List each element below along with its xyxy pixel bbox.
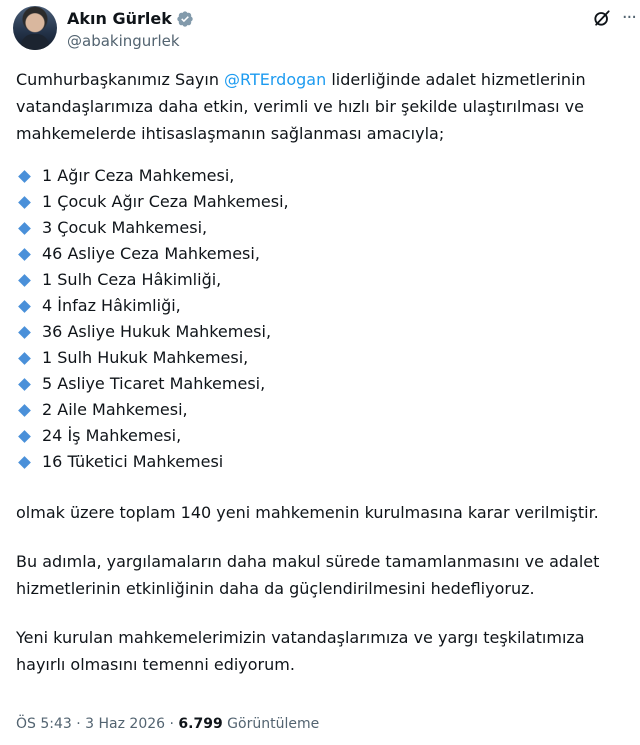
list-item-text: 1 Sulh Ceza Hâkimliği,: [42, 270, 222, 289]
blue-diamond-icon: [18, 326, 31, 339]
list-item: [16, 215, 626, 241]
list-item: [16, 319, 626, 345]
author-handle[interactable]: @abakingurlek: [67, 32, 180, 50]
name-row: [67, 9, 194, 29]
display-name[interactable]: Akın Gürlek: [67, 9, 172, 28]
list-item: [16, 397, 626, 423]
meta-separator: ·: [71, 716, 86, 732]
list-item-text: 2 Aile Mahkemesi,: [42, 400, 188, 419]
list-item-text: 3 Çocuk Mahkemesi,: [42, 218, 208, 237]
tweet-meta: [16, 716, 319, 732]
summary-paragraph: olmak üzere toplam 140 yeni mahkemenin kurulmasına karar verilmiştir.: [16, 503, 599, 522]
mention-link[interactable]: @RTErdogan: [224, 70, 327, 89]
grok-icon[interactable]: [592, 8, 612, 28]
intro-paragraph: [16, 66, 626, 147]
list-item-text: 1 Çocuk Ağır Ceza Mahkemesi,: [42, 192, 289, 211]
tweet-text: [16, 66, 626, 678]
blue-diamond-icon: [18, 352, 31, 365]
list-item-text: 24 İş Mahkemesi,: [42, 426, 182, 445]
tweet-time[interactable]: ÖS 5:43: [16, 716, 72, 732]
verified-badge-icon: [176, 10, 194, 28]
blue-diamond-icon: [18, 404, 31, 417]
list-item: [16, 241, 626, 267]
court-list: [16, 163, 626, 475]
list-item: [16, 423, 626, 449]
meta-separator: ·: [165, 716, 179, 732]
tweet-date[interactable]: 3 Haz 2026: [85, 716, 166, 732]
list-item-text: 5 Asliye Ticaret Mahkemesi,: [42, 374, 266, 393]
blue-diamond-icon: [18, 222, 31, 235]
list-item: [16, 345, 626, 371]
list-item: [16, 371, 626, 397]
tweet-header: [13, 6, 194, 51]
list-item-text: 36 Asliye Hukuk Mahkemesi,: [42, 322, 272, 341]
blue-diamond-icon: [18, 430, 31, 443]
list-item: [16, 293, 626, 319]
list-item: [16, 163, 626, 189]
goal-paragraph: Bu adımla, yargılamaların daha makul sürede tamamlanmasını ve adalet hizmetlerinin etkinliğinin daha da güçlendirilmesini hedefliyoruz.: [16, 552, 600, 598]
list-item-text: 16 Tüketici Mahkemesi: [42, 452, 224, 471]
list-item-text: 4 İnfaz Hâkimliği,: [42, 296, 181, 315]
avatar[interactable]: [13, 6, 57, 50]
blue-diamond-icon: [18, 248, 31, 261]
blue-diamond-icon: [18, 300, 31, 313]
list-item: [16, 267, 626, 293]
blue-diamond-icon: [18, 456, 31, 469]
list-item-text: 46 Asliye Ceza Mahkemesi,: [42, 244, 260, 263]
blue-diamond-icon: [18, 170, 31, 183]
wish-paragraph: Yeni kurulan mahkemelerimizin vatandaşlarımıza ve yargı teşkilatımıza hayırlı olmasını temenni ediyorum.: [16, 628, 585, 674]
blue-diamond-icon: [18, 274, 31, 287]
views-count: 6.799: [178, 716, 223, 732]
list-item: [16, 189, 626, 215]
author-names: [67, 9, 194, 51]
intro-after: liderliğinde adalet hizmetlerinin vatandaşlarımıza daha etkin, verimli ve hızlı bir şekilde ulaştırılması ve mahkemelerde ihtisaslaşmanın sağlanması amacıyla;: [16, 70, 586, 143]
intro-before: Cumhurbaşkanımız Sayın: [16, 70, 225, 89]
list-item: [16, 449, 626, 475]
more-dots-icon[interactable]: ···: [621, 7, 636, 28]
blue-diamond-icon: [18, 196, 31, 209]
blue-diamond-icon: [18, 378, 31, 391]
views-label: Görüntüleme: [227, 716, 320, 732]
list-item-text: 1 Sulh Hukuk Mahkemesi,: [42, 348, 249, 367]
list-item-text: 1 Ağır Ceza Mahkemesi,: [42, 166, 235, 185]
